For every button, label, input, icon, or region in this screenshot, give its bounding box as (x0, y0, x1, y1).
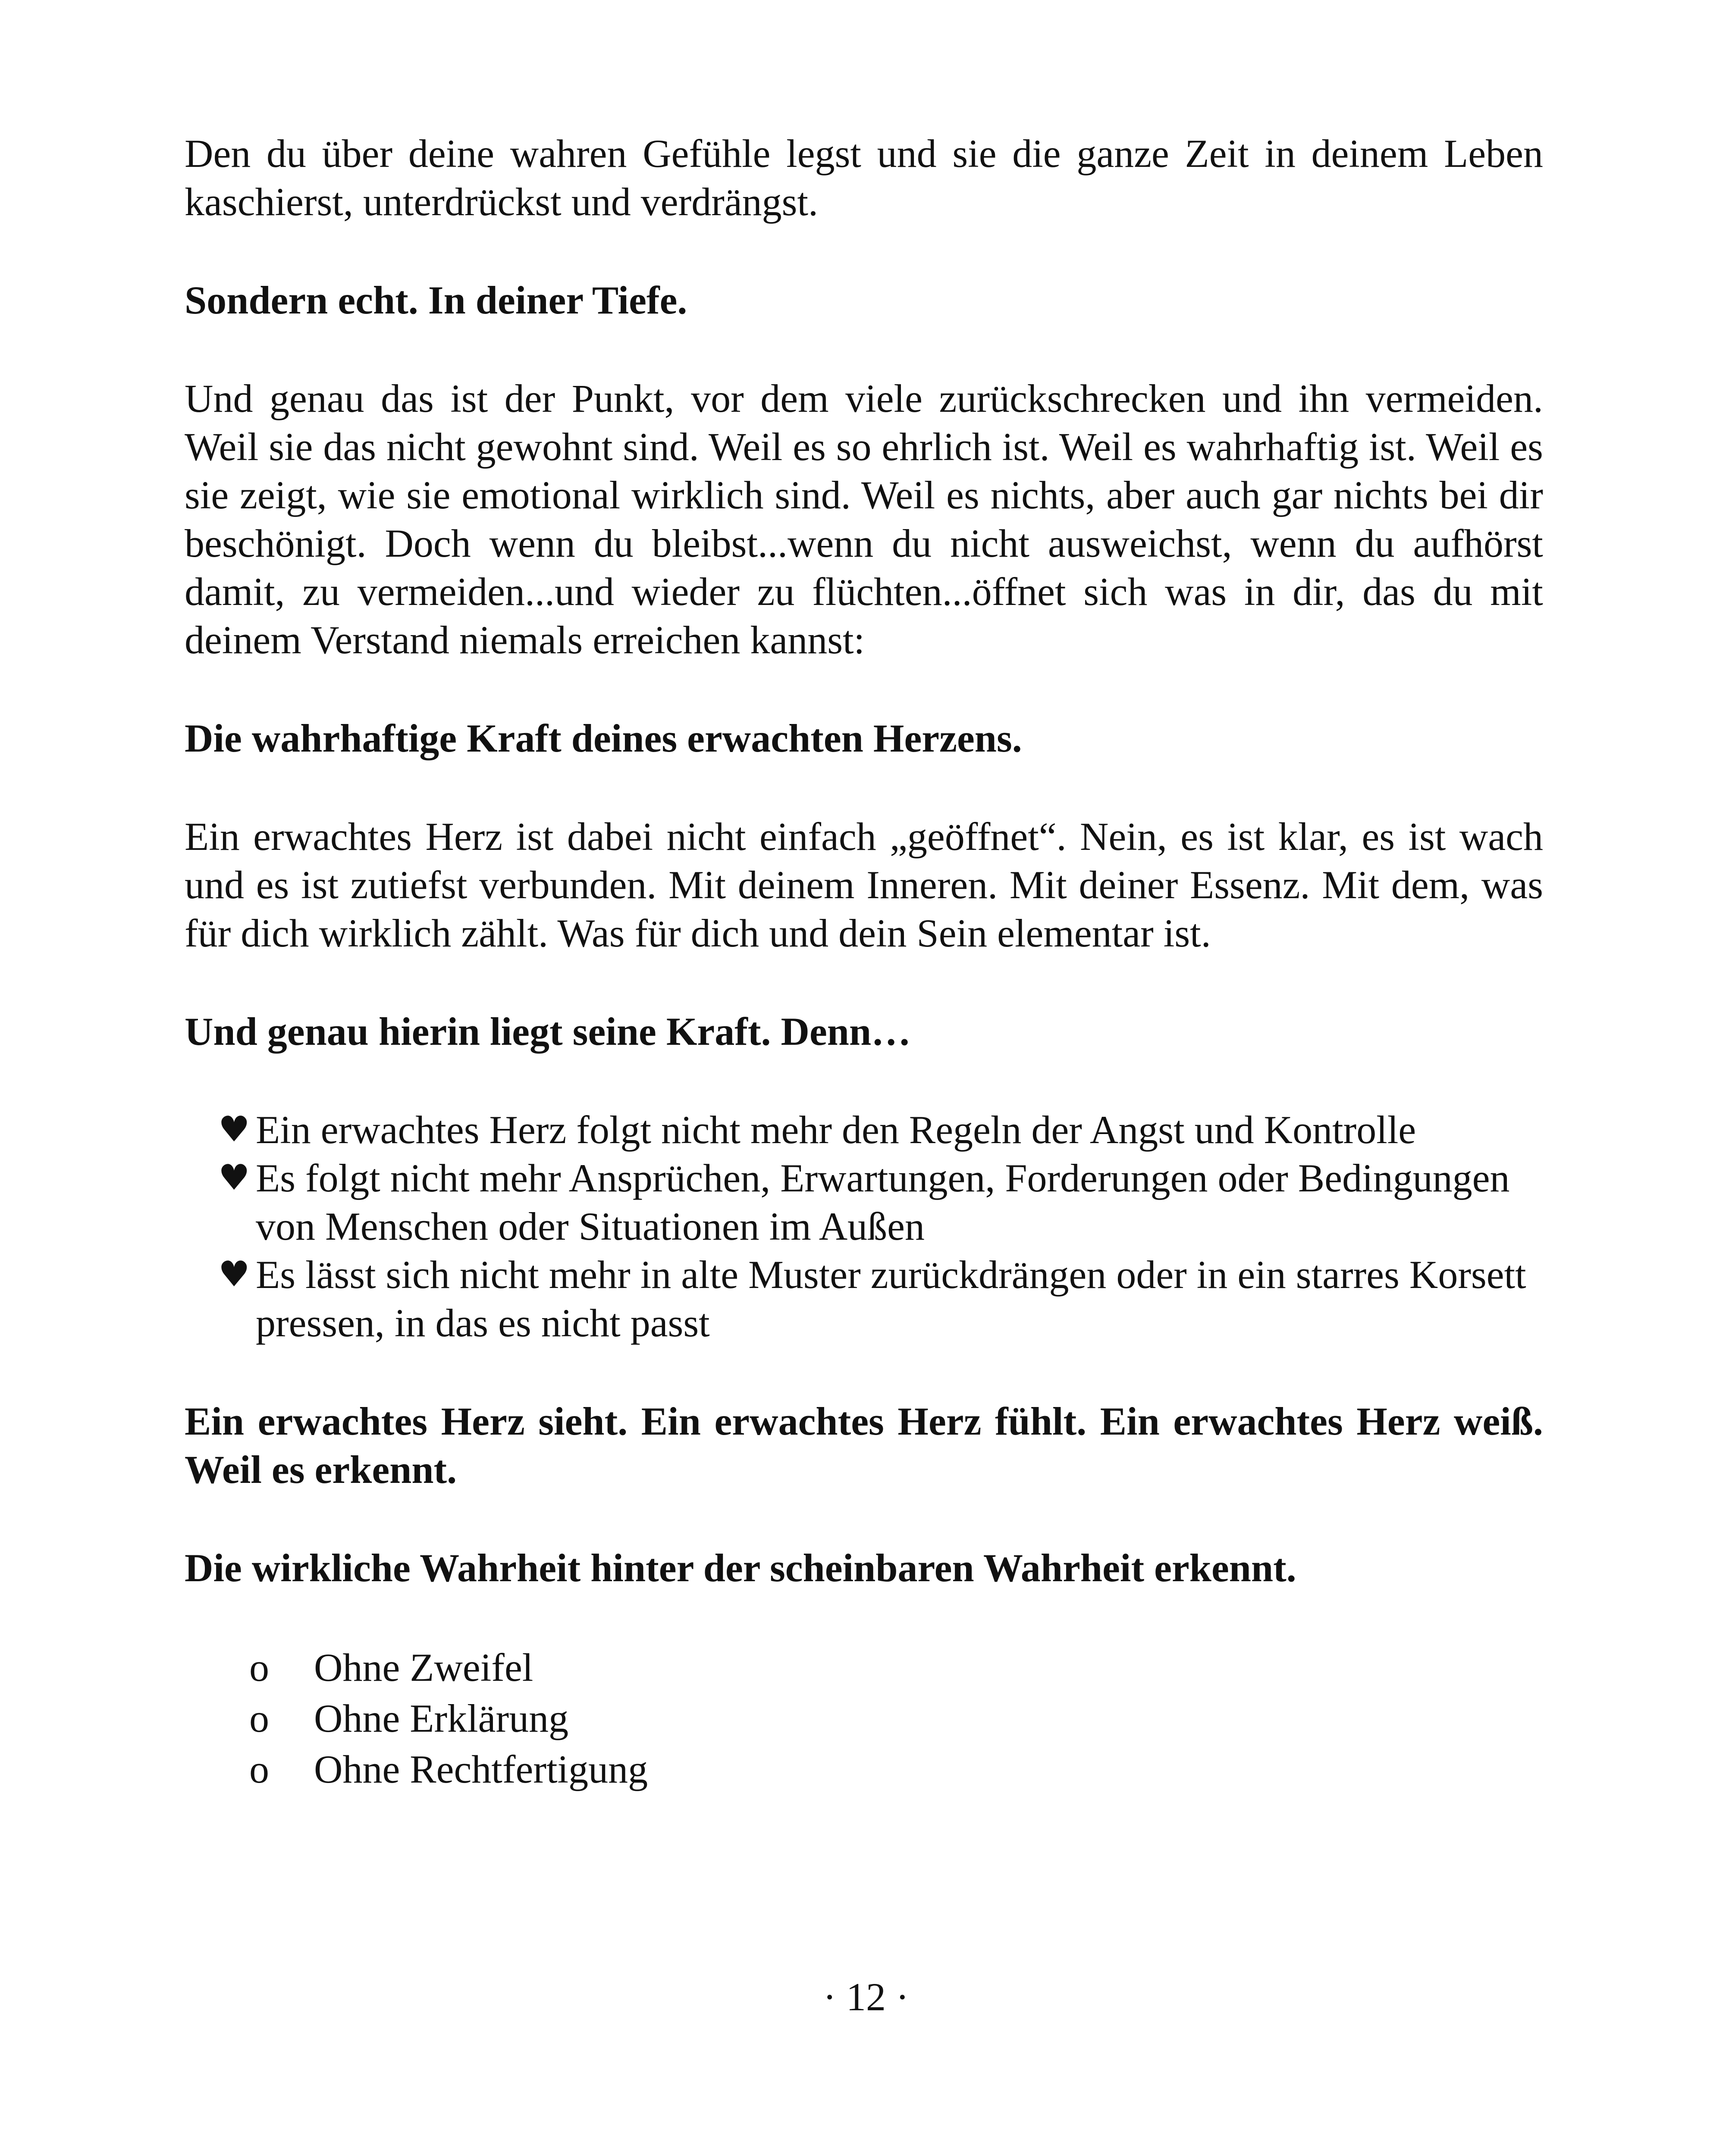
list-item (185, 1106, 1543, 1154)
list-item-text: Ohne Zweifel (314, 1645, 533, 1689)
list-item (185, 1642, 1543, 1693)
list-item (185, 1154, 1543, 1250)
circle-bullet-icon: o (249, 1696, 269, 1740)
heart-icon: ♥ (218, 1157, 250, 1198)
paragraph-3: Ein erwachtes Herz ist dabei nicht einfach „geöffnet“. Nein, es ist klar, es ist wach und es ist zutiefst verbunden. Mit deinem Inneren. Mit deiner Essenz. Mit dem, was für dich wirklich zählt. Was für dich und dein Sein elementar ist. (185, 815, 1543, 955)
heart-icon: ♥ (218, 1254, 250, 1295)
circle-bullet-icon: o (249, 1645, 269, 1689)
paragraph-1: Den du über deine wahren Gefühle legst und sie die ganze Zeit in deinem Leben kaschierst, unterdrückst und verdrängst. (185, 132, 1543, 224)
bold-heading-3: Und genau hierin liegt seine Kraft. Denn… (185, 1009, 911, 1053)
circle-bullet-icon: o (249, 1747, 269, 1791)
list-item (185, 1250, 1543, 1347)
heart-bullet-list (185, 1106, 1543, 1347)
list-item-text: Es lässt sich nicht mehr in alte Muster zurückdrängen oder in ein starres Korsett pressen, in das es nicht passt (256, 1253, 1526, 1345)
list-item-text: Es folgt nicht mehr Ansprüchen, Erwartungen, Forderungen oder Bedingungen von Menschen oder Situationen im Außen (256, 1156, 1510, 1248)
bold-heading-2: Die wahrhaftige Kraft deines erwachten Herzens. (185, 716, 1022, 760)
bold-heading-5: Die wirkliche Wahrheit hinter der scheinbaren Wahrheit erkennt. (185, 1546, 1296, 1590)
list-item-text: Ohne Rechtfertigung (314, 1747, 648, 1791)
list-item (185, 1693, 1543, 1744)
circle-bullet-list (185, 1642, 1543, 1795)
page-body (185, 129, 1543, 1795)
list-item (185, 1744, 1543, 1795)
page-number: · 12 · (823, 1975, 909, 2019)
bold-heading-4: Ein erwachtes Herz sieht. Ein erwachtes Herz fühlt. Ein erwachtes Herz weiß. Weil es erkennt. (185, 1399, 1543, 1492)
list-item-text: Ohne Erklärung (314, 1696, 569, 1740)
paragraph-2: Und genau das ist der Punkt, vor dem viele zurückschrecken und ihn vermeiden. Weil sie das nicht gewohnt sind. Weil es so ehrlich ist. Weil es wahrhaftig ist. Weil es sie zeigt, wie sie emotional wirklich sind. Weil es nichts, aber auch gar nichts bei dir beschönigt. Doch wenn du bleibst...wenn du nicht ausweichst, wenn du aufhörst damit, zu vermeiden...und wieder zu flüchten...öffnet sich was in dir, das du mit deinem Verstand niemals erreichen kannst: (185, 376, 1543, 662)
bold-heading-1: Sondern echt. In deiner Tiefe. (185, 278, 687, 322)
heart-icon: ♥ (218, 1109, 250, 1150)
list-item-text: Ein erwachtes Herz folgt nicht mehr den Regeln der Angst und Kontrolle (256, 1108, 1416, 1152)
